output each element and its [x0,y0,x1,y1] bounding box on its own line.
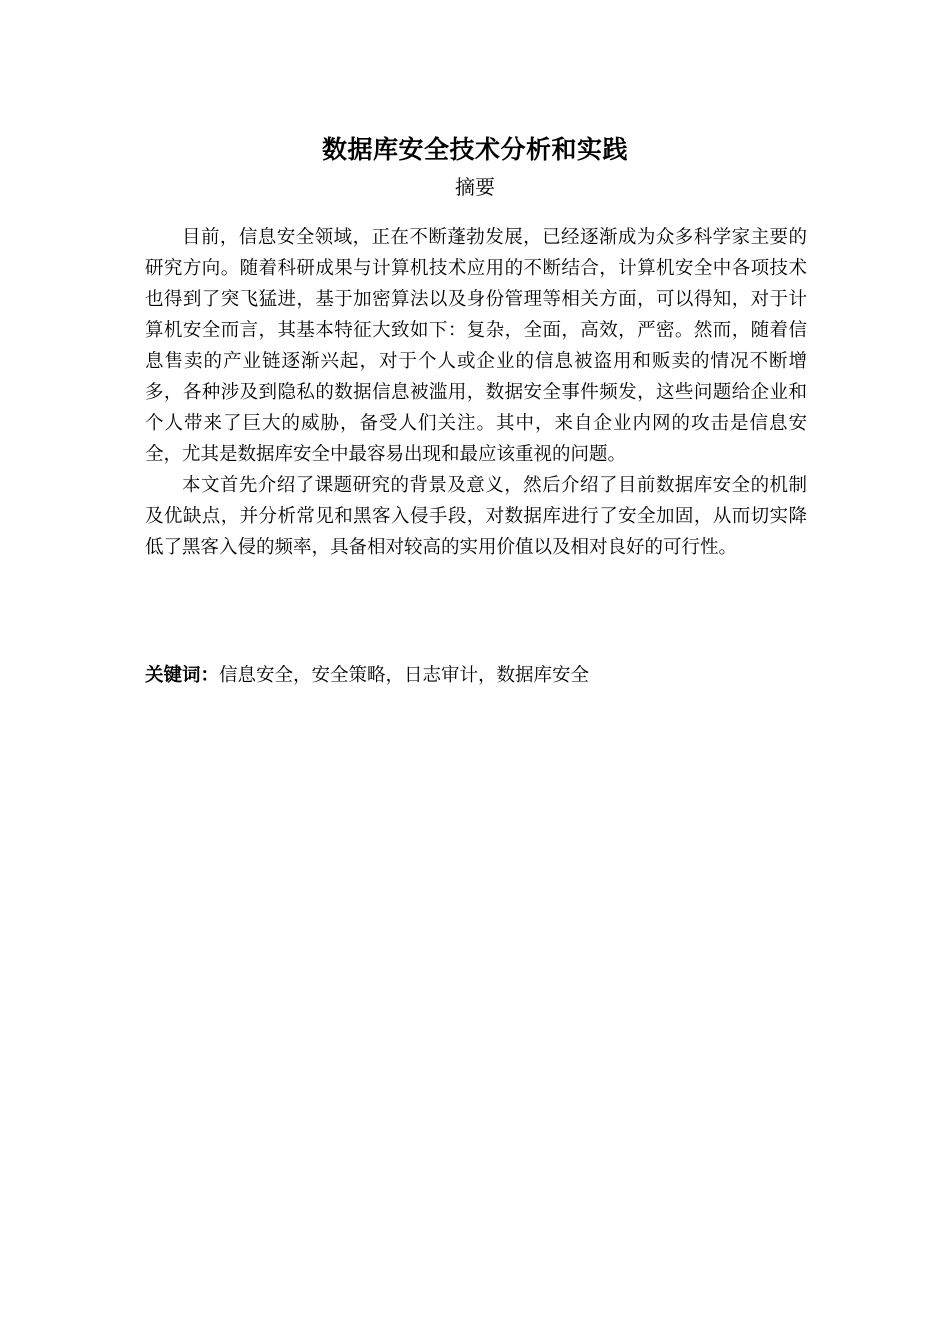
keywords-text: 信息安全，安全策略，日志审计，数据库安全 [219,665,590,686]
keywords-label: 关键词： [145,665,220,686]
keywords-line [145,660,807,691]
abstract-heading: 摘要 [455,175,495,199]
abstract-paragraph-1: 目前，信息安全领域，正在不断蓬勃发展，已经逐渐成为众多科学家主要的研究方向。随着科研成果与计算机技术应用的不断结合，计算机安全中各项技术也得到了突飞猛进，基于加密算法以及身份管理等相关方面，可以得知，对于计算机安全而言，其基本特征大致如下：复杂，全面，高效，严密。然而，随着信息售卖的产业链逐渐兴起，对于个人或企业的信息被盗用和贩卖的情况不断增多，各种涉及到隐私的数据信息被滥用，数据安全事件频发，这些问题给企业和个人带来了巨大的威胁，备受人们关注。其中，来自企业内网的攻击是信息安全，尤其是数据库安全中最容易出现和最应该重视的问题。 [145,227,807,465]
abstract-paragraph-2: 本文首先介绍了课题研究的背景及意义，然后介绍了目前数据库安全的机制及优缺点，并分析常见和黑客入侵手段，对数据库进行了安全加固，从而切实降低了黑客入侵的频率，具备相对较高的实用价值以及相对良好的可行性。 [145,475,807,558]
abstract-body [145,222,807,563]
document-title: 数据库安全技术分析和实践 [321,135,628,164]
